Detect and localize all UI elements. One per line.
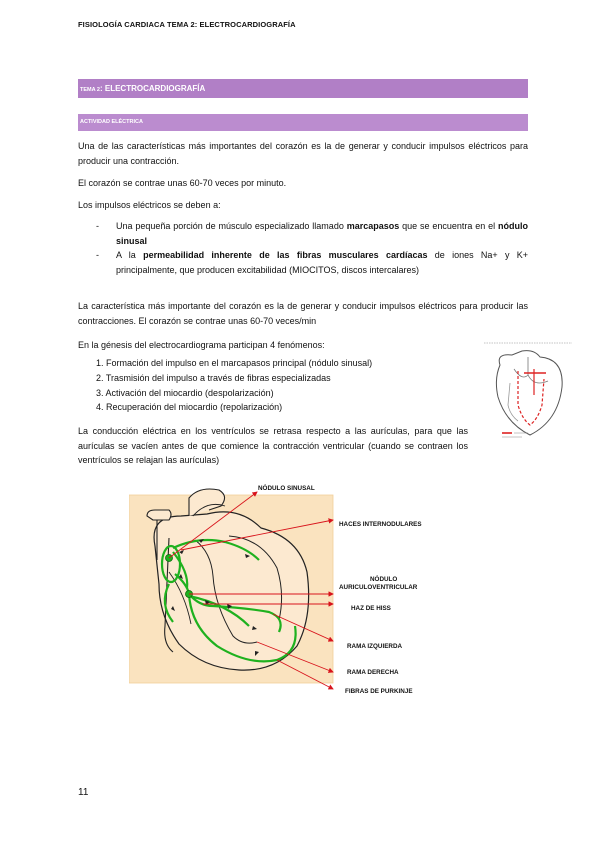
label-purkinje-fibers: FIBRAS DE PURKINJE	[345, 688, 413, 695]
subsection-title-bar	[78, 114, 528, 131]
paragraph-main-characteristic: La característica más importante del corazón es la de generar y conducir impulsos eléctricos para producir las contracciones. El corazón se contrae unas 60-70 veces/min	[78, 301, 528, 326]
section-title: : ELECTROCARDIOGRAFÍA	[99, 84, 206, 93]
label-left-branch: RAMA IZQUIERDA	[347, 643, 403, 650]
causes-list	[96, 219, 528, 277]
label-right-branch: RAMA DERECHA	[347, 669, 399, 676]
list-item: 4. Recuperación del miocardio (repolarización)	[96, 402, 283, 413]
paragraph-rate: El corazón se contrae unas 60-70 veces por minuto.	[78, 178, 287, 188]
section-title-bar	[78, 79, 528, 98]
section-prefix: TEMA 2	[80, 87, 100, 93]
list-item: - Una pequeña porción de músculo especializado llamado marcapasos que se encuentra en el nódulo sinusal	[96, 219, 528, 248]
phenomena-list	[96, 356, 372, 415]
list-item: 3. Activación del miocardio (despolarización)	[96, 387, 274, 398]
page-number: 11	[78, 787, 89, 798]
label-internodal-bundles: HACES INTERNODULARES	[339, 521, 422, 528]
paragraph-conduction: La conducción eléctrica en los ventrículos se retrasa respecto a las aurículas, para que las aurículas se vacíen antes de que comience la contracción ventricular (cuando se contraen los ventrículos se relajan las aurículas)	[78, 426, 468, 465]
subsection-title: ACTIVIDAD ELÉCTRICA	[80, 119, 143, 125]
label-atrioventricular: AURICULOVENTRICULAR	[339, 584, 418, 591]
label-his-bundle: HAZ DE HISS	[351, 605, 391, 612]
label-sinus-node: NÓDULO SINUSAL	[258, 485, 315, 492]
page-header: FISIOLOGÍA CARDIACA TEMA 2: ELECTROCARDIOGRAFÍA	[78, 20, 296, 29]
paragraph-phenomena-intro: En la génesis del electrocardiograma participan 4 fenómenos:	[78, 340, 325, 350]
paragraph-intro: Una de las características más importantes del corazón es la de generar y conducir impulsos eléctricos para producir una contracción.	[78, 141, 528, 166]
list-item: 1. Formación del impulso en el marcapasos principal (nódulo sinusal)	[96, 358, 373, 368]
list-item: - A la permeabilidad inherente de las fibras musculares cardíacas de iones Na+ y K+ principalmente, que producen excitabilidad (MIOCITOS, discos intercalares)	[96, 248, 528, 277]
heart-conduction-figure	[129, 476, 439, 708]
paragraph-causes: Los impulsos eléctricos se deben a:	[78, 200, 221, 210]
heart-thumbnail-figure	[478, 335, 578, 445]
label-node: NÓDULO	[370, 576, 398, 583]
list-item: 2. Trasmisión del impulso a través de fibras especializadas	[96, 372, 331, 383]
